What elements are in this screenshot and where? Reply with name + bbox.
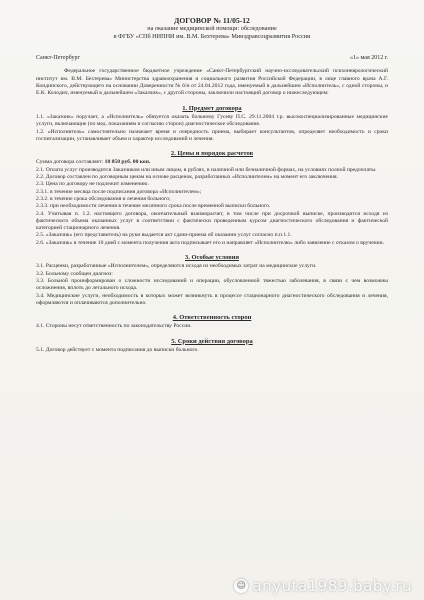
section-title-3: 3. Особые условия: [185, 254, 239, 262]
clause-2-6: 2.6. «Заказчик» в течение 10 дней с момента получения акта подписывает его и направляет «Исполнителю» либо заявление с отказом о вручении.: [36, 239, 385, 246]
clause-2-1: 2.1. Оплата услуг производится Заказчиком или иным лицом, в рублях, в наличной или безналичной формах, на условиях полной предоплаты.: [36, 166, 377, 173]
fee-amount: 10 850 руб. 00 коп.: [104, 159, 151, 166]
section-title-1: 1. Предмет договора: [182, 104, 242, 112]
section-title-4: 4. Ответственность сторон: [172, 314, 252, 322]
clause-3-3: 3.3. Больной проинформирован о сложности исследований и операции, обусловленной тяжестью заболевания, в связи с чем возможны осложнения, вплоть до летального исхода.: [36, 277, 388, 292]
clause-2-3-3: 2.3.3. при необходимости лечения в течение месячного срока после временной выписки больного.: [36, 203, 271, 210]
document-subtitle-2: в ФГБУ «СПб НИПНИ им. В.М. Бехтерева» Минздравсоцразвития России: [113, 32, 311, 40]
baby-face-icon: ☺: [234, 579, 248, 593]
clause-4-1: 4.1. Стороны несут ответственность по законодательству России.: [36, 323, 192, 330]
clause-2-4: 2.4. Учитывая п. 1.2. настоящего договора, окончательный взаиморасчет, в том числе при досрочной выписке, производится исходя из фактического объема оказанных услуг в соответствии с фактически проведенным курсом диагностического обследования и фактической категорией стационарного лечения.: [36, 210, 388, 232]
section-title-2: 2. Цены и порядок расчетов: [170, 150, 254, 158]
watermark-text: anyuta1989.baby.ru: [252, 577, 412, 595]
dateline: [36, 55, 388, 62]
contract-body: [36, 16, 388, 354]
watermark: [234, 577, 412, 595]
clause-3-2: 3.2. Больному сообщен диагноз:: [36, 270, 113, 277]
contract-date: «1» мая 2012 г.: [350, 55, 388, 62]
clause-2-3: 2.3. Цена по договору не подлежит изменению.: [36, 181, 149, 188]
clause-1-2: 1.2. «Исполнитель» самостоятельно назначает время и очередность приема, выбирает консультантов, определяет необходимость и сроки госпитализации, устанавливает объем и характер исследований и лечения.: [36, 128, 388, 142]
document-title: ДОГОВОР № 11/05-12: [174, 16, 250, 25]
fee-label: Сумма договора составляет:: [36, 159, 104, 166]
clause-1-1: 1.1. «Заказчик» поручает, а «Исполнитель» обязуется оказать больному Гусеву П.С. 29.11.2004 г.р. высокоспециализированные медицинские услуги, включающие (по мед. показаниям и согласию сторон) диагностическое обследование.: [36, 113, 388, 128]
clause-3-1: 3.1. Расценки, разработанные «Исполнителем», определяются исходя из необходимых затрат на медицинские услуги.: [36, 263, 317, 270]
city: Санкт-Петербург: [36, 55, 80, 62]
document-subtitle-1: на оказание медицинской помощи: обследование: [147, 25, 277, 32]
clause-2-3-2: 2.3.2. в течение срока обследования и лечения больного;: [36, 195, 171, 202]
contract-fee: [36, 159, 388, 166]
clause-2-2: 2.2. Договор составлен по договорным ценам на основе расценок, разработанных «Исполнителем» на момент его заключения.: [36, 174, 339, 181]
clause-2-5: 2.5. «Заказчик» (его представитель) на руки выдается акт сдачи-приема об оказании услуг согласно п.п.1.1.: [36, 232, 292, 239]
clause-5-1: 5.1. Договор действует с момента подписания до выписки больного.: [36, 346, 199, 353]
preamble: Федеральное государственное бюджетное учреждение «Санкт-Петербургский научно-исследовательский психоневрологический институт им. В.М. Бехтерева» Министерства здравоохранения и социального развития Российской Федерации, в лице главного врача А.Г. Кондинского, действующего на основании Доверенности № 6/н от 24.04.2012 года, именуемый в дальнейшем «Исполнитель», с одной стороны, и Е.К. Колодич, именуемый в дальнейшем «Заказчик», с другой стороны, заключили настоящий договор о нижеследующем:: [36, 68, 388, 97]
clause-3-4: 3.4. Медицинские услуги, необходимость в которых может возникнуть в процессе стационарного диагностического обследования и лечения, оформляются и оплачиваются дополнительно.: [36, 292, 388, 306]
section-title-5: 5. Сроки действия договора: [171, 337, 253, 345]
clause-2-3-1: 2.3.1. в течение месяца после подписания договора «Исполнителем»;: [36, 188, 202, 195]
